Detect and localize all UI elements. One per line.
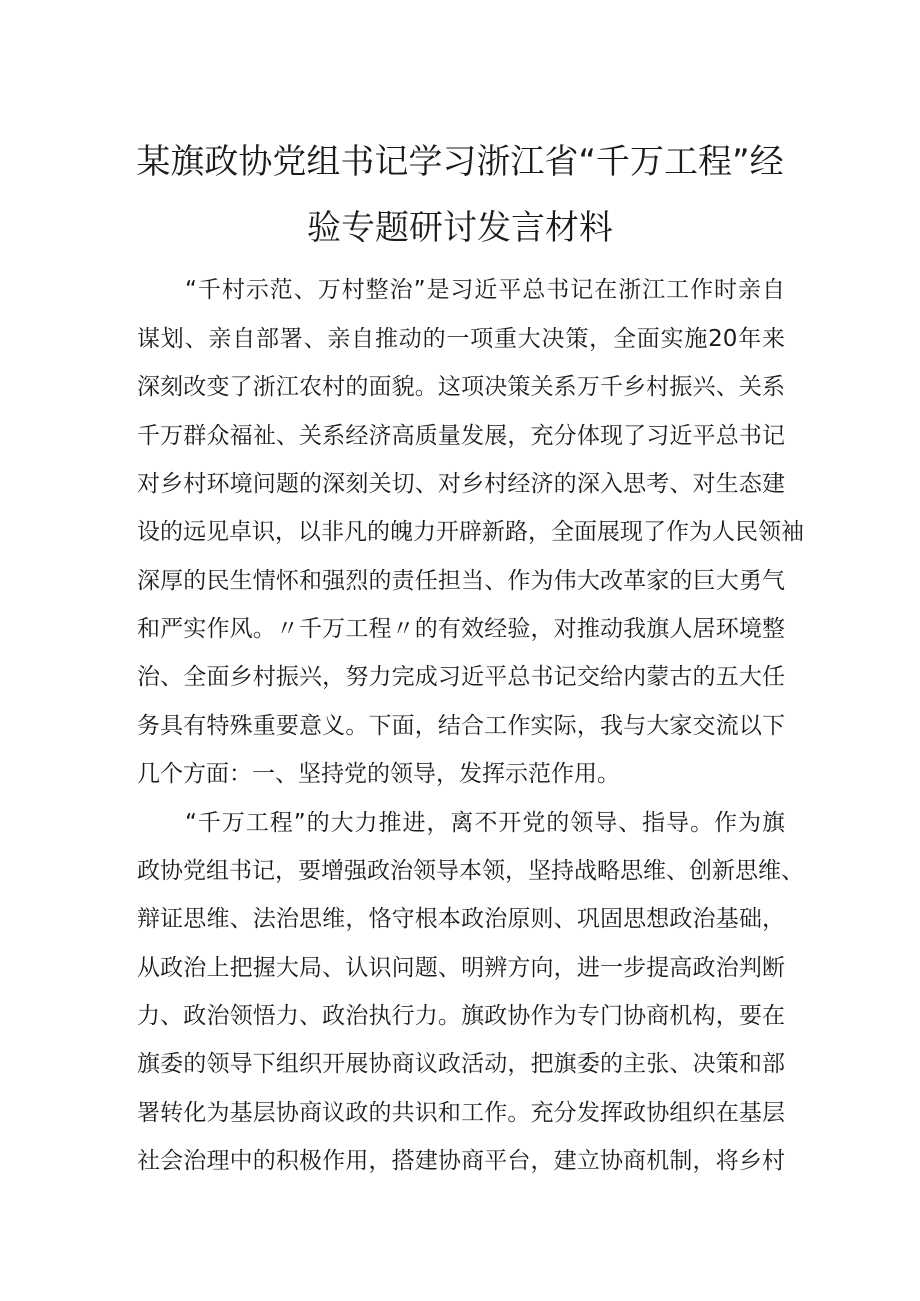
paragraph-1-line: 对乡村环境问题的深刻关切、对乡村经济的深入思考、对生态建 [137,471,785,497]
paragraph-1-line: 深刻改变了浙江农村的面貌。这项决策关系万千乡村振兴、关系 [137,374,785,400]
paragraph-2-line: 从政治上把握大局、认识问题、明辨方向，进一步提高政治判断 [137,955,785,981]
document-title-line-2: 验专题研讨发言材料 [307,208,613,248]
paragraph-2-line: 辩证思维、法治思维，恪守根本政治原则、巩固思想政治基础， [137,906,785,932]
paragraph-2-line: 署转化为基层协商议政的共识和工作。充分发挥政协组织在基层 [137,1100,785,1126]
paragraph-2-line: 社会治理中的积极作用，搭建协商平台，建立协商机制，将乡村 [137,1148,785,1174]
paragraph-2-line: 政协党组书记，要增强政治领导本领，坚持战略思维、创新思维、 [137,858,804,884]
paragraph-1-line: 深厚的民生情怀和强烈的责任担当、作为伟大改革家的巨大勇气 [137,568,785,594]
paragraph-1-line: 设的远见卓识，以非凡的魄力开辟新路，全面展现了作为人民领袖 [137,519,804,545]
paragraph-2-line: 力、政治领悟力、政治执行力。旗政协作为专门协商机构，要在 [137,1003,785,1029]
paragraph-2-line: 旗委的领导下组织开展协商议政活动，把旗委的主张、决策和部 [137,1051,785,1077]
document-title-line-1: 某旗政协党组书记学习浙江省“千万工程”经 [136,142,784,182]
paragraph-1-line: 治、全面乡村振兴，努力完成习近平总书记交给内蒙古的五大任 [137,664,785,690]
paragraph-1-line: “千村示范、万村整治”是习近平总书记在浙江工作时亲自 [185,277,785,303]
paragraph-2-line: “千万工程”的大力推进，离不开党的领导、指导。作为旗 [185,810,785,836]
paragraph-1-line: 几个方面：一、坚持党的领导，发挥示范作用。 [137,761,620,787]
paragraph-1-line: 和严实作风。〃千万工程〃的有效经验，对推动我旗人居环境整 [137,616,785,642]
paragraph-1-line: 谋划、亲自部署、亲自推动的一项重大决策，全面实施20年来 [137,326,785,352]
paragraph-1-line: 务具有特殊重要意义。下面，结合工作实际，我与大家交流以下 [137,713,785,739]
paragraph-1-line: 千万群众福祉、关系经济高质量发展，充分体现了习近平总书记 [137,423,785,449]
